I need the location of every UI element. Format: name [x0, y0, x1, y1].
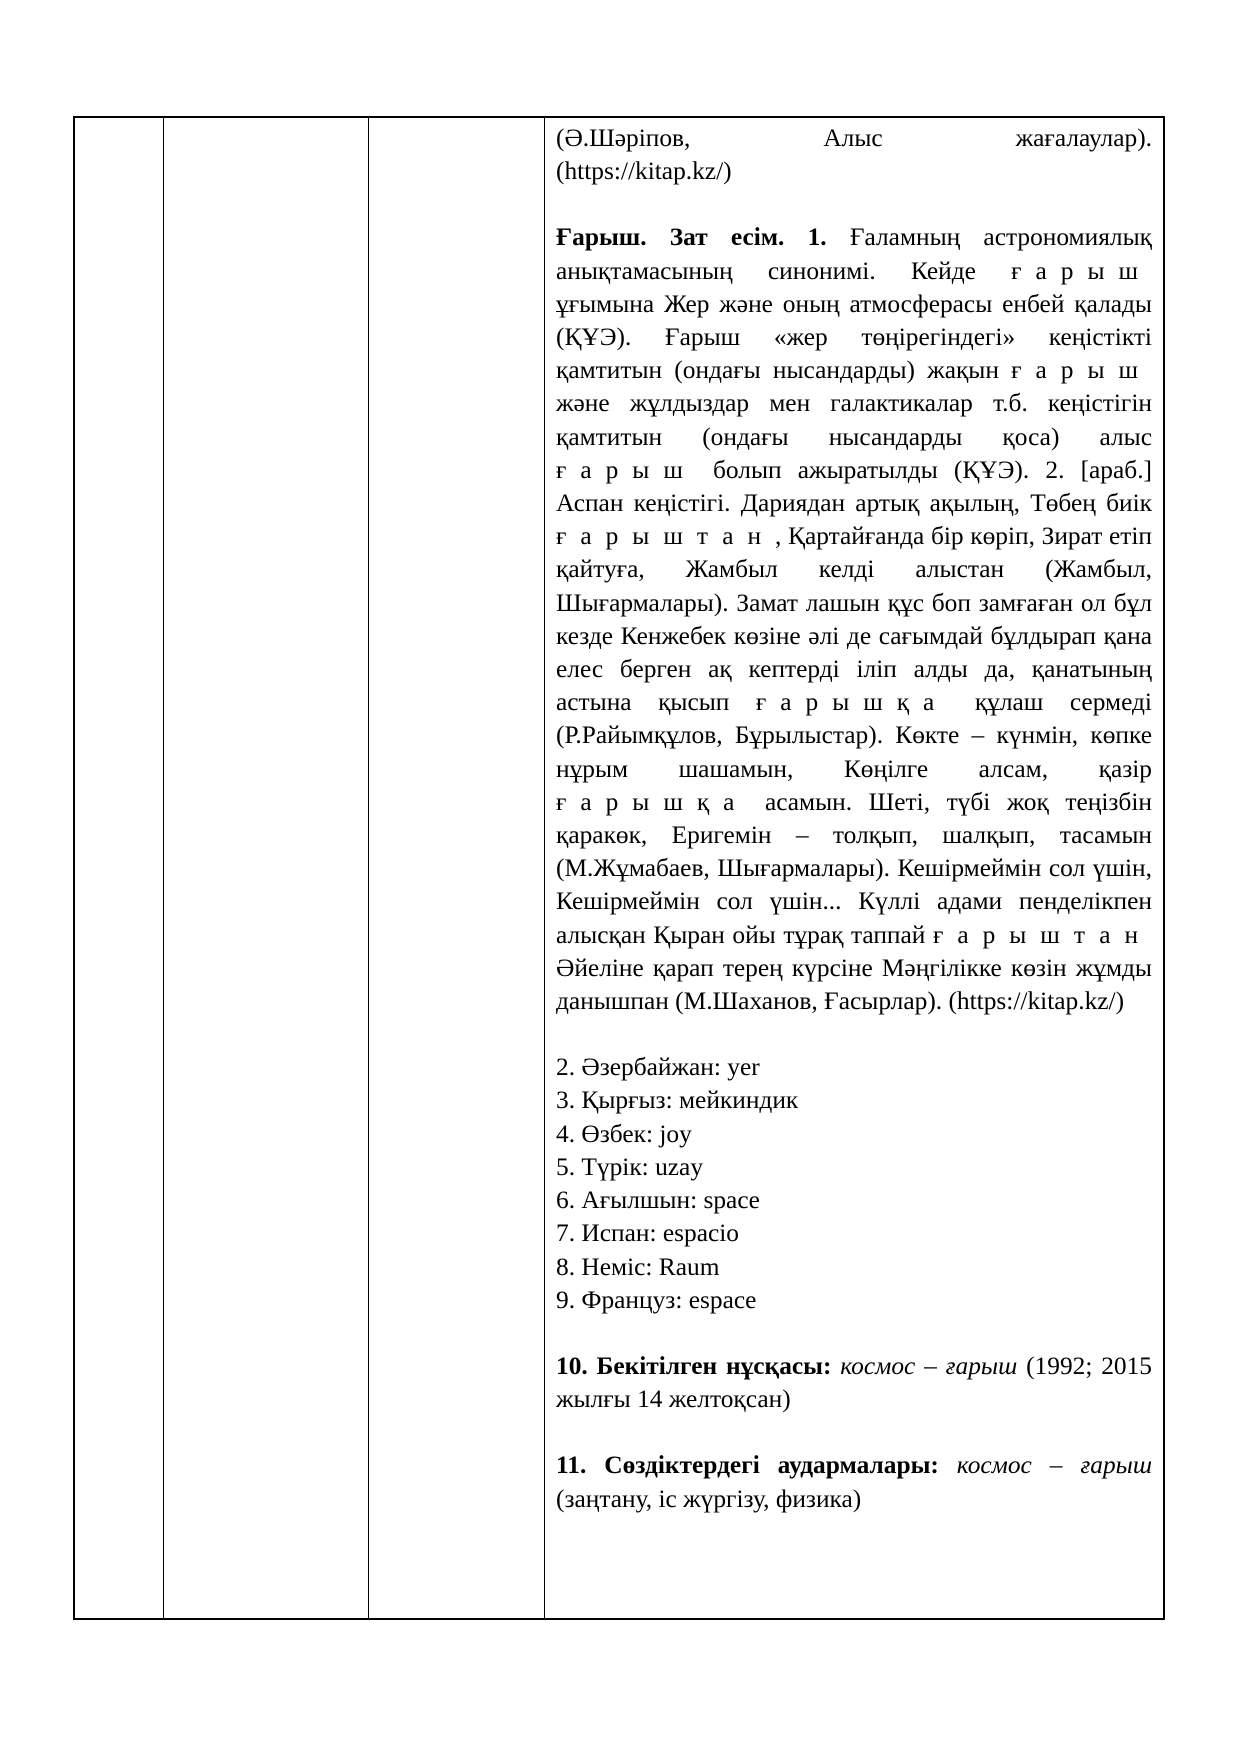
table-column-3	[369, 118, 545, 1618]
list-item: 3. Қырғыз: мейкиндик	[556, 1086, 799, 1115]
table-column-1	[75, 118, 164, 1618]
citation-top-link: (https://kitap.kz/)	[556, 157, 732, 186]
dictionary-entry: Ғарыш. Зат есім. 1. Ғаламның астрономиялық анықтамасының синонимі. Кейде ғарыш ұғымына Жер және оның атмосферасы енбей қалады (ҚҰЭ). Ғарыш «жер төңірегіндегі» кеңістікті қамтитын (ондағы нысандарды) жақын ғарыш және жұлдыздар мен галактикалар т.б. кеңістігін қамтитын (ондағы нысандарды қоса) алыс ғарыш болып ажыратылды (ҚҰЭ). 2. [араб.] Аспан кеңістігі. Дариядан артық ақылың, Төбең биік ғарыштан, Қартайғанда бір көріп, Зират етіп қайтуға, Жамбыл келді алыстан (Жамбыл, Шығармалары). Замат лашын құс боп замғаған ол бұл кезде Кенжебек көзіне әлі де сағымдай бұлдырап қана елес берген ақ кептерді іліп алды да, қанатының астына қысып ғарышқа құлаш сермеді (Р.Райымқұлов, Бұрылыстар). Көкте – күнмін, көпке нұрым шашамын, Көңілге алсам, қазір ғарышқа асамын. Шеті, түбі жоқ теңізбін қаракөк, Еригемін – толқып, шалқып, тасамын (М.Жұмабаев, Шығармалары). Кешірмеймін сол үшін, Кешірмеймін сол үшін... Күллі адами пенделікпен алысқан Қыран ойы тұрақ таппай ғарыштан Әйеліне қарап терең күрсіне Мәңгілікке көзін жұмды данышпан (М.Шаханов, Ғасырлар). (https://kitap.kz/)	[556, 223, 1152, 1016]
list-item: 6. Ағылшын: space	[556, 1186, 760, 1215]
spaced-word: ғарыштан	[556, 522, 776, 551]
headword: Ғарыш.	[556, 223, 647, 252]
list-item: 4. Өзбек: joy	[556, 1119, 692, 1148]
spaced-word: ғарыш	[1011, 356, 1152, 385]
table-column-content	[545, 118, 1163, 1618]
translations-list	[556, 1051, 1152, 1317]
list-item: 7. Испан: espacio	[556, 1219, 739, 1248]
dictionary-translations: 11. Сөздіктердегі аудармалары: космос – ғарыш (заңтану, іс жүргізу, физика)	[556, 1451, 1152, 1513]
sense-number: 1.	[807, 223, 827, 252]
spaced-word: ғарыш	[556, 455, 697, 484]
citation-top: (Ә.Шәріпов, Алыс жағалаулар).	[556, 124, 1152, 152]
spaced-word: ғарыштан	[932, 920, 1152, 949]
spaced-word: ғарышқа	[755, 688, 949, 717]
spaced-word: ғарыш	[1011, 256, 1152, 285]
list-item: 9. Француз: espace	[556, 1285, 757, 1314]
approved-version: 10. Бекітілген нұсқасы: космос – ғарыш (1992; 2015 жылғы 14 желтоқсан)	[556, 1351, 1152, 1414]
list-item: 8. Неміс: Raum	[556, 1252, 720, 1281]
list-item: 5. Түрік: uzay	[556, 1152, 704, 1181]
part-of-speech: Зат есім.	[669, 223, 785, 252]
entry-table	[73, 116, 1165, 1620]
spaced-word: ғарышқа	[556, 787, 749, 816]
table-column-2	[164, 118, 369, 1618]
list-item: 2. Әзербайжан: yer	[556, 1053, 760, 1082]
